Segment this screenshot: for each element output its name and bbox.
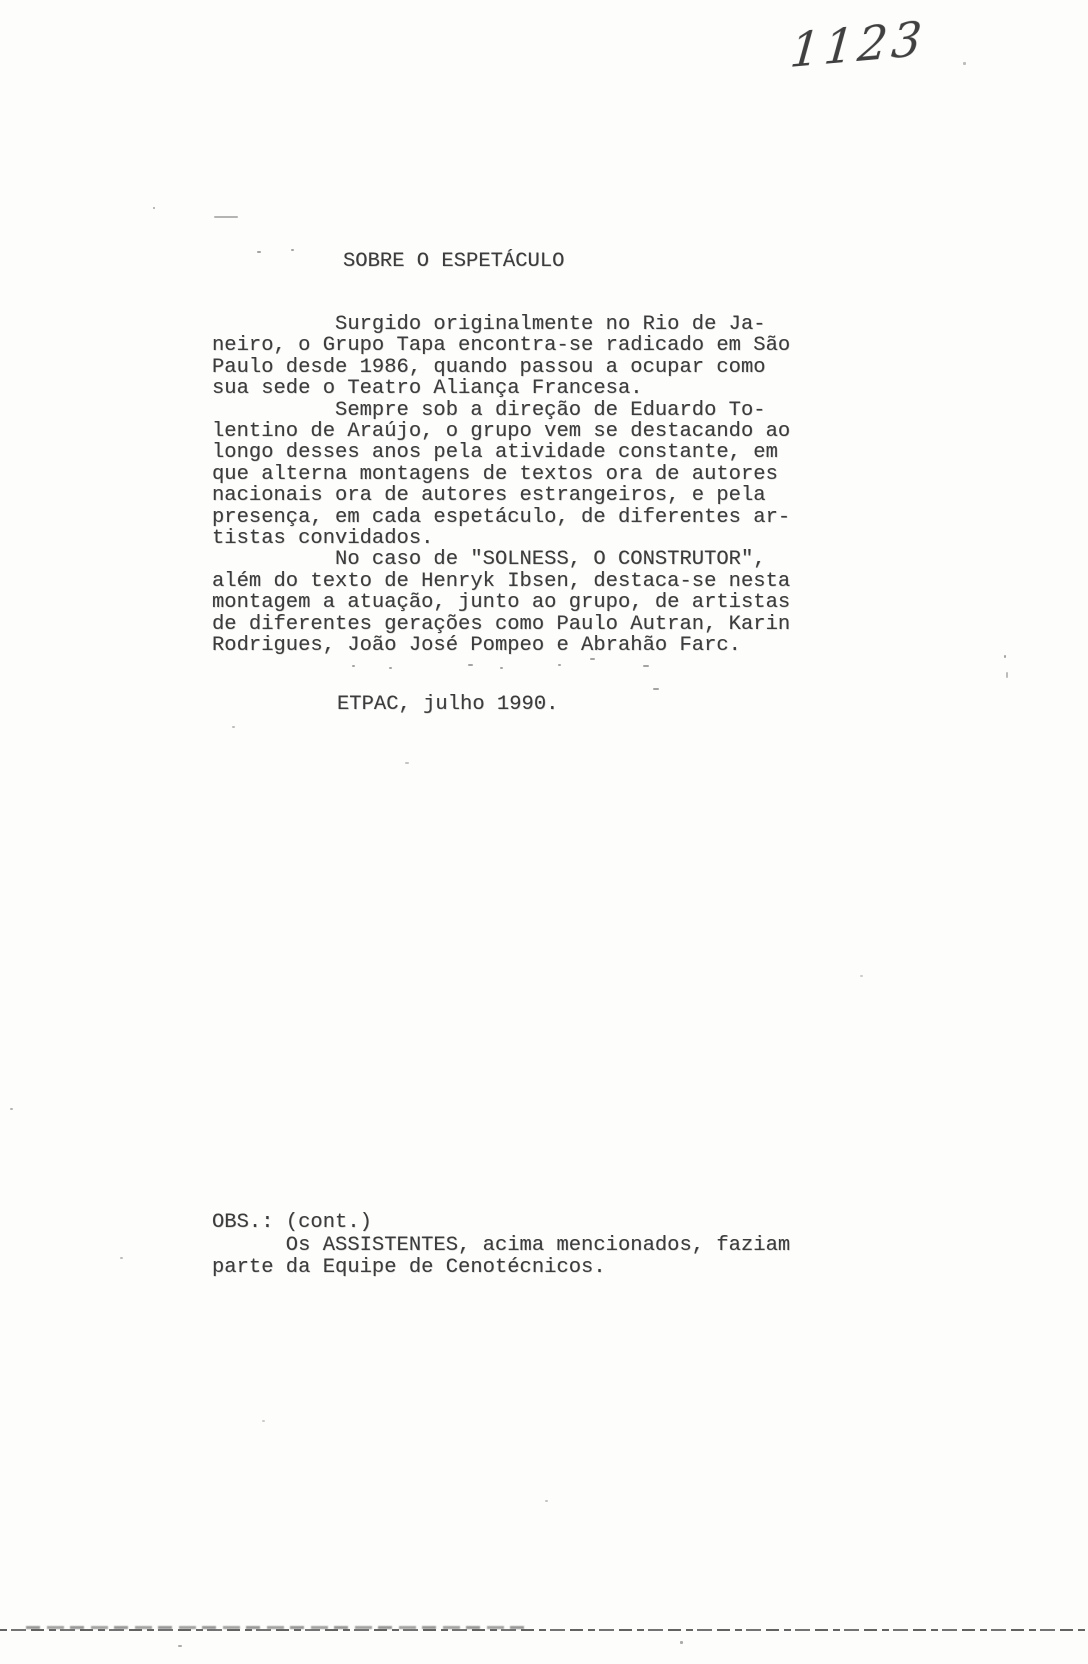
scan-edge-artifact — [0, 1629, 1088, 1631]
body-line: longo desses anos pela atividade constante, em — [212, 441, 778, 465]
body-line: além do texto de Henryk Ibsen, destaca-se nesta — [212, 569, 791, 593]
body-line: Paulo desde 1986, quando passou a ocupar como — [212, 355, 766, 379]
scan-speck — [232, 726, 235, 728]
scan-edge-artifact — [26, 1626, 526, 1629]
handwritten-page-number: 1123 — [787, 11, 928, 80]
body-line: de diferentes gerações como Paulo Autran, Karin — [212, 612, 791, 636]
dateline: ETPAC, julho 1990. — [337, 693, 559, 716]
scan-speck — [558, 664, 561, 666]
scan-speck — [153, 207, 155, 209]
scan-speck — [214, 216, 238, 218]
body-line: nacionais ora de autores estrangeiros, e pela — [212, 484, 766, 508]
scan-speck — [1004, 655, 1006, 658]
obs-note — [212, 1212, 790, 1280]
scan-speck — [963, 62, 966, 65]
document-title: SOBRE O ESPETÁCULO — [343, 250, 565, 273]
body-line: Surgido originalmente no Rio de Ja- — [212, 313, 766, 336]
scan-speck — [680, 1641, 683, 1644]
scan-speck — [643, 665, 649, 667]
body-line: neiro, o Grupo Tapa encontra-se radicado em São — [212, 334, 791, 358]
obs-line: Os ASSISTENTES, acima mencionados, faziam — [212, 1233, 791, 1257]
body-line: lentino de Araújo, o grupo vem se destacando ao — [212, 420, 791, 444]
body-line: No caso de "SOLNESS, O CONSTRUTOR", — [212, 548, 766, 572]
scan-speck — [257, 251, 261, 253]
scan-speck — [178, 1645, 182, 1647]
body-line: presença, em cada espetáculo, de diferentes ar- — [212, 505, 791, 529]
scan-speck — [468, 664, 473, 666]
body-line: Sempre sob a direção de Eduardo To- — [212, 398, 766, 422]
scan-speck — [262, 1420, 265, 1422]
scan-speck — [291, 249, 294, 251]
body-text — [212, 314, 790, 657]
scan-speck — [389, 667, 392, 669]
scan-speck — [545, 1500, 548, 1502]
body-line: tistas convidados. — [212, 527, 434, 551]
scan-speck — [352, 665, 355, 667]
body-line: que alterna montagens de textos ora de autores — [212, 462, 778, 486]
scan-speck — [120, 1257, 123, 1259]
scan-speck — [10, 1108, 13, 1110]
obs-line: parte da Equipe de Cenotécnicos. — [212, 1256, 606, 1280]
body-line: montagem a atuação, junto ao grupo, de artistas — [212, 591, 791, 615]
obs-line: OBS.: (cont.) — [212, 1211, 372, 1234]
scan-speck — [500, 667, 503, 669]
scan-speck — [860, 975, 863, 977]
scan-speck — [590, 658, 595, 660]
scan-speck — [653, 688, 659, 690]
body-line: Rodrigues, João José Pompeo e Abrahão Farc. — [212, 634, 741, 658]
body-line: sua sede o Teatro Aliança Francesa. — [212, 377, 643, 401]
scan-speck — [405, 762, 409, 764]
scan-speck — [1006, 672, 1008, 678]
